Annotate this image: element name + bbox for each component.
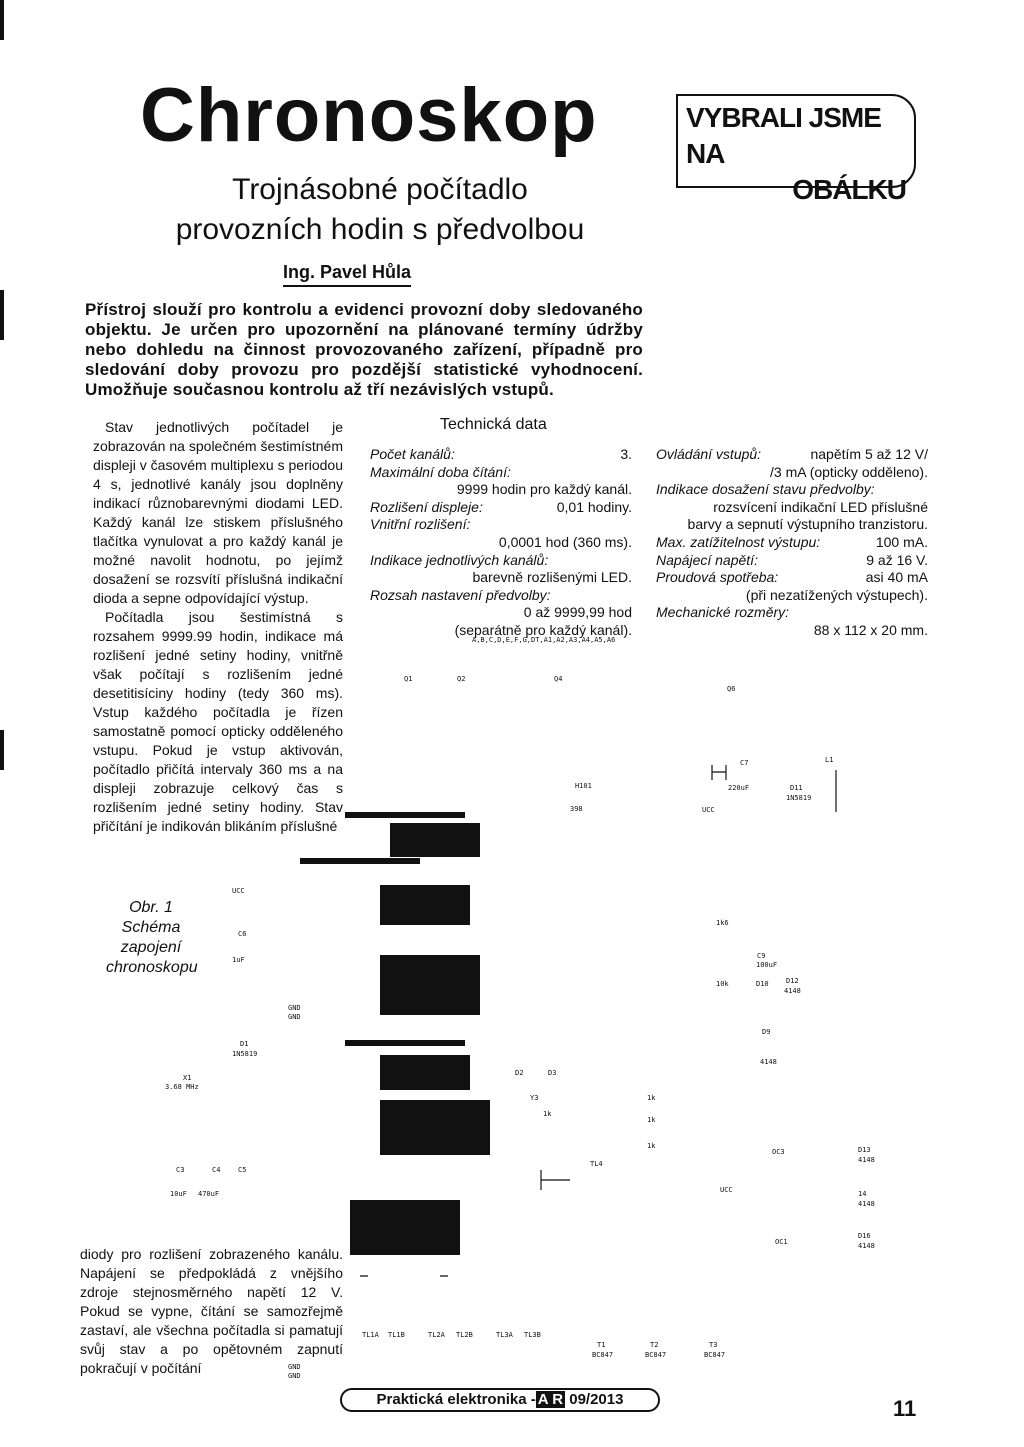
ic-pin-block bbox=[380, 885, 470, 925]
r1k-label: 1k bbox=[647, 1142, 656, 1150]
body-paragraph: Stav jednotlivých počítadel je zobrazován na společném šestimístném displeji v časovém multiplexu s periodou 4 s, jednotlivé kanály jsou doplněny indikací různobarevnými diodami LED. Každý kanál lze stiskem příslušného tlačítka vynulovat a pro každý kanál je možné navolit hodnotu, po jejímž dosažení se rozsvítí příslušná indikační dioda a sepne odpovídající výstup. bbox=[93, 419, 343, 606]
tech-data-value: (při nezatížených výstupech). bbox=[745, 586, 928, 603]
tech-data-value: (separátně pro každý kanál). bbox=[454, 621, 632, 638]
tech-data-label: Napájecí napětí: bbox=[656, 551, 758, 568]
c10uf-label: 10uF bbox=[170, 1190, 187, 1198]
t2-label: T2 bbox=[650, 1341, 659, 1349]
gnd-label: GND bbox=[288, 1363, 301, 1371]
n5819a-label: 1N5819 bbox=[786, 794, 812, 802]
author: Ing. Pavel Hůla bbox=[283, 262, 411, 287]
ic-pin-block bbox=[380, 955, 480, 1015]
tech-data-value: asi 40 mA bbox=[865, 569, 928, 586]
h101-label: H101 bbox=[575, 782, 592, 790]
oc3-label: OC3 bbox=[772, 1148, 785, 1156]
ic-pin-block bbox=[390, 823, 480, 857]
body-column-continued: diody pro rozlišení zobrazeného kanálu. Napájení se předpokládá z vnějšího zdroje stejnosměrného napětí 12 V. Pokud se vypne, čítání se samozřejmě zastaví, ale všechna počítadla si pamatují svůj stav a po opětovném zapnutí pokračují v počítání bbox=[80, 1246, 343, 1376]
tech-data-value: napětím 5 až 12 V/ bbox=[810, 446, 928, 462]
d14-label: 14 bbox=[858, 1190, 867, 1198]
bc847-label: BC847 bbox=[645, 1351, 667, 1359]
ic-pin-block bbox=[350, 1200, 460, 1255]
subtitle-line-1: Trojnásobné počítadlo bbox=[232, 173, 528, 206]
tech-data-value: rozsvícení indikační LED příslušné bbox=[713, 498, 928, 515]
tech-data-value: 9999 hodin pro každý kanál. bbox=[456, 481, 632, 498]
figure-caption: Obr. 1 Schéma zapojení chronoskopu bbox=[106, 899, 198, 976]
d13-label: D13 bbox=[858, 1146, 871, 1154]
ic-pin-block bbox=[345, 812, 465, 818]
d9-label: D9 bbox=[762, 1028, 771, 1036]
tl3b-label: TL3B bbox=[524, 1331, 541, 1339]
c7-label: C7 bbox=[740, 759, 749, 767]
ic-pin-block bbox=[300, 858, 420, 864]
ucc-label: UCC bbox=[702, 806, 715, 814]
tech-data-value: barvy a sepnutí výstupního tranzistoru. bbox=[687, 516, 928, 533]
tech-data-label: Rozlišení displeje: bbox=[370, 498, 483, 515]
r1k-label: 1k bbox=[647, 1094, 656, 1102]
tech-data-label: Počet kanálů: bbox=[370, 446, 455, 462]
c1uf-label: 1uF bbox=[232, 956, 245, 964]
d4148-label: 4148 bbox=[760, 1058, 777, 1066]
gnd-label: GND bbox=[288, 1372, 301, 1380]
tech-data-label: Max. zatížitelnost výstupu: bbox=[656, 533, 821, 550]
x1-label: X1 bbox=[183, 1074, 192, 1082]
tl4-label: TL4 bbox=[590, 1160, 603, 1168]
c9-label: C9 bbox=[757, 952, 766, 960]
badge-line-1: VYBRALI JSME NA bbox=[686, 102, 881, 169]
c4-label: C4 bbox=[212, 1166, 221, 1174]
tech-data-heading: Technická data bbox=[440, 416, 547, 433]
tech-data-label: Vnitřní rozlišení: bbox=[370, 516, 471, 533]
xtal-label: 3.68 MHz bbox=[165, 1083, 199, 1091]
tech-data-label: Indikace jednotlivých kanálů: bbox=[370, 551, 549, 568]
r1k6-label: 1k6 bbox=[716, 919, 729, 927]
t3-label: T3 bbox=[709, 1341, 718, 1349]
t1-label: T1 bbox=[597, 1341, 606, 1349]
body-paragraph: Počítadla jsou šestimístná s rozsahem 9999.99 hodin, indikace má rozlišení jedné setiny hodiny, vnitřně však počítají s rozlišením jedné desetitisíciny hodiny (tedy 360 ms). Vstup každého počítadla je řízen samostatně pomocí opticky odděleného vstupu. Pokud je vstup aktivován, počítadlo přičítá intervaly 360 ms a na displeji zobrazuje celkový čas s rozlišením jedné setiny hodiny. Stav přičítání je indikován blikáním příslušné bbox=[93, 609, 343, 834]
component-symbol bbox=[712, 765, 726, 780]
l1-label: L1 bbox=[825, 756, 834, 764]
tech-data-value: 0 až 9999,99 hod bbox=[523, 604, 632, 621]
d4148-label: 4148 bbox=[858, 1200, 875, 1208]
tech-data-value: 88 x 112 x 20 mm. bbox=[813, 621, 928, 638]
r1k-label: 1k bbox=[647, 1116, 656, 1124]
tl1b-label: TL1B bbox=[388, 1331, 405, 1339]
bc847-label: BC847 bbox=[592, 1351, 614, 1359]
d16-label: D16 bbox=[858, 1232, 871, 1240]
d1-label: D1 bbox=[240, 1040, 249, 1048]
c6-label: C6 bbox=[238, 930, 247, 938]
tech-data-label: Maximální doba čítání: bbox=[370, 463, 511, 480]
switch-symbol bbox=[541, 1170, 570, 1190]
gnd-label: GND bbox=[288, 1004, 301, 1012]
tech-data-value: 9 až 16 V. bbox=[866, 551, 928, 568]
oc1-label: OC1 bbox=[775, 1238, 788, 1246]
page-number: 11 bbox=[893, 1396, 917, 1421]
r398-label: 398 bbox=[570, 805, 583, 813]
d3-label: D3 bbox=[548, 1069, 557, 1077]
tech-data-value: 0,0001 hod (360 ms). bbox=[498, 533, 632, 550]
tech-data-label: Mechanické rozměry: bbox=[656, 604, 790, 621]
tl2a-label: TL2A bbox=[428, 1331, 445, 1339]
badge-line-2: OBÁLKU bbox=[792, 174, 906, 205]
c470uf-label: 470uF bbox=[198, 1190, 220, 1198]
q1-label: Q1 bbox=[404, 675, 413, 683]
tech-data-value: 100 mA. bbox=[875, 533, 928, 550]
tl3a-label: TL3A bbox=[496, 1331, 513, 1339]
c3-label: C3 bbox=[176, 1166, 185, 1174]
q2-label: Q2 bbox=[457, 675, 466, 683]
tech-data-value: 3. bbox=[620, 446, 632, 462]
tech-data-value: barevně rozlišenými LED. bbox=[472, 569, 632, 586]
tech-data-value: 0,01 hodiny. bbox=[556, 498, 632, 515]
r1k-label: 1k bbox=[543, 1110, 552, 1118]
magazine-name: Praktická elektronika - bbox=[376, 1391, 536, 1408]
ic-pin-block bbox=[380, 1055, 470, 1090]
tech-data-value: /3 mA (opticky odděleno). bbox=[770, 463, 928, 480]
d10-label: D10 bbox=[756, 980, 769, 988]
d11-label: D11 bbox=[790, 784, 803, 792]
gnd-label: GND bbox=[288, 1013, 301, 1021]
d4148-label: 4148 bbox=[784, 987, 801, 995]
q6-label: Q6 bbox=[727, 685, 736, 693]
c5-label: C5 bbox=[238, 1166, 247, 1174]
tl2b-label: TL2B bbox=[456, 1331, 473, 1339]
tech-data-label: Indikace dosažení stavu předvolby: bbox=[656, 481, 875, 498]
ucc-label: UCC bbox=[232, 887, 245, 895]
c100uf-label: 100uF bbox=[756, 961, 778, 969]
d4148-label: 4148 bbox=[858, 1156, 875, 1164]
article-title: Chronoskop bbox=[140, 73, 598, 158]
bus-label: A,B,C,D,E,F,G,DT,A1,A2,A3,A4,A5,A6 bbox=[472, 636, 616, 644]
magazine-footer bbox=[340, 1388, 660, 1412]
y3-label: Y3 bbox=[530, 1094, 539, 1102]
ucc-label: UCC bbox=[720, 1186, 733, 1194]
ic-pin-block bbox=[380, 1100, 490, 1155]
lead-paragraph: Přístroj slouží pro kontrolu a evidenci provozní doby sledovaného objektu. Je určen pro upozornění na plánované termíny údržby nebo dohledu na činnost provozovaného zařízení, případně pro sledování doby provozu pro pozdější statistické vyhodnocení. Umožňuje současnou kontrolu až tří nezávislých vstupů. bbox=[85, 300, 643, 399]
tech-data-label: Ovládání vstupů: bbox=[656, 446, 762, 462]
q4-label: Q4 bbox=[554, 675, 563, 683]
c220-label: 220uF bbox=[728, 784, 750, 792]
tech-data-label: Proudová spotřeba: bbox=[656, 569, 779, 586]
d4148-label: 4148 bbox=[858, 1242, 875, 1250]
bc847-label: BC847 bbox=[704, 1351, 726, 1359]
n5819b-label: 1N5819 bbox=[232, 1050, 258, 1058]
d2-label: D2 bbox=[515, 1069, 524, 1077]
subtitle-line-2: provozních hodin s předvolbou bbox=[175, 213, 585, 246]
d12-label: D12 bbox=[786, 977, 799, 985]
ic-pin-block bbox=[345, 1040, 465, 1046]
magazine-ar-badge: A R bbox=[537, 1391, 564, 1408]
issue-number: 09/2013 bbox=[569, 1391, 624, 1408]
tech-data-label: Rozsah nastavení předvolby: bbox=[370, 586, 551, 603]
r10k-label: 10k bbox=[716, 980, 729, 988]
tl1a-label: TL1A bbox=[362, 1331, 379, 1339]
